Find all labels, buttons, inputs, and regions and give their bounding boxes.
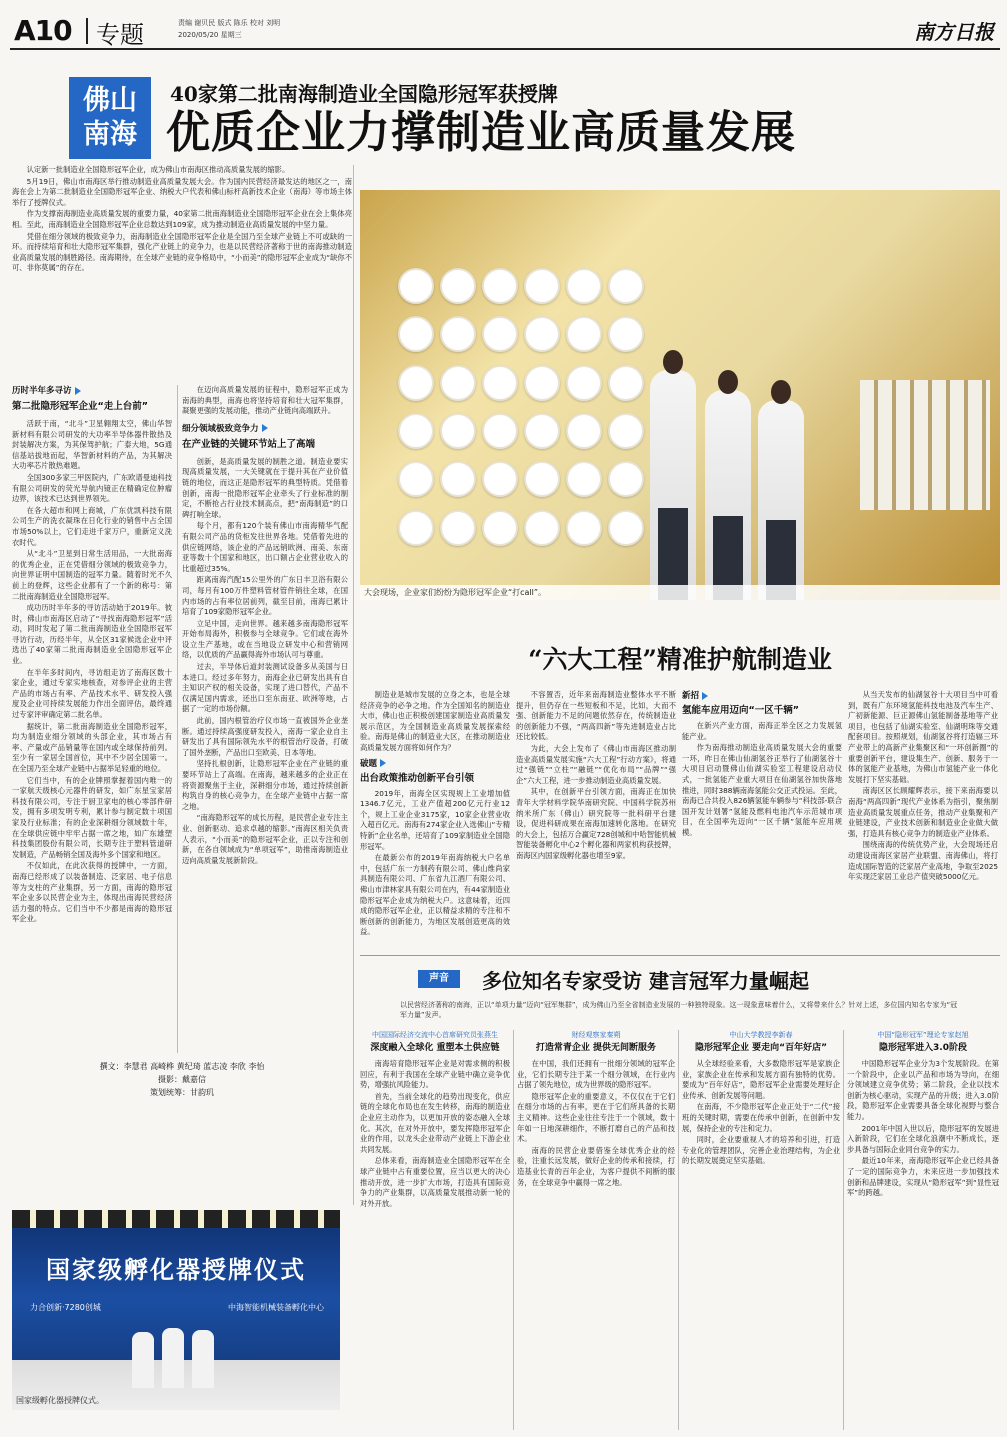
company-logo [524,413,560,449]
company-logo [524,461,560,497]
person-figure [192,1330,214,1388]
exhibition-panels [860,380,990,510]
body-paragraph: 为此，大会上发布了《佛山市南海区推动制造业高质量发展实施“六大工程”行动方案》，将通过“强链”“立柱”“融链”“优化布局”“品牌”“强企”六大工程，进一步推动制造业高质量发展。 [516,743,676,785]
body-paragraph: 总体来看，南海制造业全国隐形冠军在全球产业链中占有重要位置，应当以更大的决心推动开放，进一步扩大市场，打造具有国际竞争力的产业集群，以高质量发展推动新一轮的对外开放。 [360,1156,510,1208]
section-a-body [12,419,172,925]
section-d-intro: 以民营经济著称的南海，正以“单项力量”迈向“冠军集群”，成为佛山乃至全省制造业发展的一种独特现象。这一现象意味着什么，又将带来什么？针对上述，多位国内知名专家为“冠军力量”发声。 [400,1001,958,1019]
arrow-icon [262,424,268,432]
section-c-title: “六大工程”精准护航制造业 [528,645,832,674]
body-paragraph: 坚持扎根创新，让隐形冠军企业在产业链的重要环节站上了高端。在南海，越来越多的企业正在将资源聚焦于主业，深耕细分市场，通过持续创新构筑自身的核心竞争力，在全球产业链中占据一席之地。 [182,759,348,811]
expert-title: 隐形冠军进入3.0阶段 [879,1043,967,1053]
sub1-title: 出台政策推动创新平台引领 [360,772,475,784]
expert-tag: 财经观察家秦朔 [571,1031,621,1039]
section-a [12,385,172,1053]
body-paragraph: 在新兴产业方面，南海正举全区之力发展氢能产业。 [682,721,842,741]
date-line: 2020/05/20 星期三 [178,31,242,39]
body-paragraph: 最近10年来，南海隐形冠军企业已经具备了一定的国际竞争力，未来应进一步加强技术创新和品牌建设，实现从“隐形冠军”到“显性冠军”的跨越。 [847,1156,999,1198]
credits-editor: 策划统筹：甘韵玑 [150,1088,214,1097]
main-photo [360,190,1000,600]
expert-body [517,1059,675,1188]
body-paragraph: “南海隐形冠军的成长历程，是民营企业专注主业、创新驱动、追求卓越的缩影。”南海区相关负责人表示，“小而美”的隐形冠军企业，正以专注和创新，在各自领域成为“单项冠军”，助推南海制造业迈向高质量发展新阶段。 [182,813,348,865]
credits-writers: 撰文：李慧君 高崎桦 黄纪琦 蓝志凌 李欣 李怡 [99,1062,265,1071]
expert-body [847,1059,999,1199]
body-paragraph: 南海的民营企业要借鉴全球优秀企业的经验，注重长远发展，做好企业的传承和接续，打造基业长青的百年企业，为客户提供不间断的服务，在全球竞争中赢得一席之地。 [517,1145,675,1187]
expert-body [682,1059,840,1167]
expert-column [682,1030,840,1430]
person-figure [132,1332,154,1388]
lead-paragraph: 凭借在细分领域的极致竞争力，南海制造业全国隐形冠军企业是全国乃至全球产业链上不可或缺的一环。而持续培育和壮大隐形冠军集群，强化产业链上的竞争力，也是以民营经济著称于世的南海推动制造业高质量发展的制胜路径。南海期待，在全球产业链的竞争格局中，“小而美”的隐形冠军企业成为“缺你不可、非你莫属”的存在。 [12,231,352,273]
body-paragraph: 制造业是城市发展的立身之本，也是全球经济竞争的必争之地。作为全国知名的制造业大市，佛山也正积极创建国家制造业高质量发展示范区，为全国制造业高质量发展探索经验。南海是佛山的制造业大区，在推动制造业高质量发展方面将如何作为？ [360,690,510,752]
section-b-title: 在产业链的关键环节站上了高端 [182,438,316,450]
body-paragraph: 在各大超市和网上商城，广东优凯科技有限公司生产的洗衣凝珠在日化行业的销售中占全国市场50%以上，它们走进千家万户，重新定义洗衣时代。 [12,505,172,547]
body-paragraph: 在中国，我们还拥有一批细分领域的冠军企业，它们长期专注于某一个细分领域，在行业内占据了领先地位，成为世界级的隐形冠军。 [517,1059,675,1090]
body-paragraph: 创新，是高质量发展的制胜之道。制造业要实现高质量发展，一大关键就在于提升其在产业价值链的地位，而这正是隐形冠军的典型特质。凭借着创新，南海一批隐形冠军企业牵头了行业标准的制定，不断抢占行业技术制高点，把“南海制造”的口碑打响全球。 [182,456,348,519]
body-paragraph: 隐形冠军企业的重要意义，不仅仅在于它们在细分市场的占有率，更在于它们所具备的长期主义精神。这些企业往往专注于一个领域，数十年如一日地深耕细作，不断打磨自己的产品和技术。 [517,1091,675,1144]
body-paragraph: 每个月，都有120个装有佛山市南海精华气配有限公司产品的货柜发往世界各地。凭借着先进的供应链网络，该企业的产品远销欧洲、南美、东南亚等数十个国家和地区，出口额占企业营业收入的比重超过35%。 [182,521,348,573]
company-logo [440,461,476,497]
expert-column [517,1030,675,1430]
body-paragraph: 不仅如此，在此次获得的授牌中，一方面，南海已经形成了以装备制造、泛家居、电子信息等为支柱的产业集群，另一方面，南海的隐形冠军企业多以民营企业为主，体现出南海民营经济活力强的特点。它们当中不少都是南海的隐形冠军企业。 [12,861,172,924]
section-a-kicker: 历时半年多寻访 [12,385,172,397]
sub2-title: 氢能车应用迈向“一区千辆” [682,705,799,716]
body-paragraph: 全国300多家三甲医院内，广东欧谱曼迪科技有限公司研发的荧光导航内镜正在精确定位肿瘤边界，该技术已达到世界领先。 [12,472,172,504]
company-logo [608,413,644,449]
section-a-title: 第二批隐形冠军企业“走上台前” [12,401,148,412]
lead-text [12,165,352,373]
section-b-kicker: 细分领域极致竞争力 [182,423,348,435]
company-logo [482,316,518,352]
person-figure [758,400,804,600]
newspaper-logo: 南方日报 [914,20,994,44]
bottom-photo [12,1210,340,1410]
company-logo [440,510,476,546]
company-logo [524,510,560,546]
expert-body [360,1059,510,1209]
company-logo [566,316,602,352]
section-c-column-1 [360,690,510,937]
credits-line: 责编 谢贝民 版式 陈乐 校对 刘明 [178,19,281,27]
sub1-kicker: 破题 [360,758,510,770]
lead-paragraph: 作为支撑南海制造业高质量发展的重要力量，40家第二批南海制造业全国隐形冠军企业在会上集体亮相。至此，南海制造业全国隐形冠军企业总数达到109家，成为推动制造业高质量发展的中坚力量。 [12,209,352,229]
banner-title: 国家级孵化器授牌仪式 [46,1255,306,1284]
company-logo [608,268,644,304]
body-paragraph: 活跃于南，“北斗”卫星翱翔太空，佛山华智新材料有限公司研发的大功率半导体器件散热及封装解决方案，为其保驾护航；广泰大地，5G通信基站拔地而起，华智新材料的产品，为其解决大功率芯片散热难题。 [12,419,172,471]
body-paragraph: 过去，半导体后道封装测试设备多从美国与日本进口。经过多年努力，南海企业已研发出具有自主知识产权的相关设备，实现了进口替代，产品不仅满足国内需求，还出口至东南亚、欧洲等地，占据了一定的市场份额。 [182,662,348,714]
headline-main: 优质企业力撑制造业高质量发展 [166,107,796,158]
company-logo [566,365,602,401]
body-paragraph: 其中，在创新平台引领方面，南海正在加快青年大学材料学院华南研究院、中国科学院苏州纳米所广东（佛山）研究院等一批科研平台建设，促进科研成果在南海加速转化落地。在研究的大会上，包括万合赢定728创城和中哈智能机械智能装备孵化中心2个孵化器和两家机构获授牌，南海区内国家级孵化器也增至9家。 [516,787,676,860]
expert-tag: 中山大学教授李新春 [729,1031,793,1039]
lead-paragraph: 认定新一批制造业全国隐形冠军企业，成为佛山市南海区推动高质量发展的缩影。 [26,165,290,174]
body-paragraph: 首先，当前全球化的趋势出现变化，供应链的全球化布局也在发生转移，南海的制造业企业应主动作为，以更加开放的姿态融入全球化。其次，在对外开放中，要发挥隐形冠军企业的作用，以龙头企业带动产业链上下游企业共同发展。 [360,1091,510,1154]
company-logo [398,413,434,449]
masthead [10,8,1000,50]
photo-caption: 大会现场，企业家们纷纷为隐形冠军企业“打call”。 [360,585,1000,600]
arrow-icon [380,759,386,767]
body-paragraph: 南海培育隐形冠军企业是对需求侧的积极回应，有利于我国在全球产业链中确立竞争优势，增强抗风险能力。 [360,1059,510,1090]
credits-photo: 摄影：戴嘉信 [158,1075,206,1084]
page-number: A10 [14,14,72,47]
body-paragraph: 它们当中，有的企业牌照掌握着国内唯一的一家航天级核心元器件的研发，如广东星宝家居科技有限公司，专注于厨卫家电的核心零部件研发，拥有多项发明专利，累计参与制定数十项国家及行业标准；有的企业深耕细分领域数十年，在全球供应链中牢牢占据一席之地，如广东雄塑科技集团股份有限公司，长期专注于塑料管道研发制造，产品畅销全国及海外多个国家和地区。 [12,775,172,859]
body-paragraph: 据统计，第二批南海制造业全国隐形冠军，均为制造业细分领域的头部企业，其市场占有率、产量或产品销量等在国内或全球保持前列。至少有一家居全国首位，其中不少居全国第一。在全国乃至全球产业链中占据举足轻重的地位。 [12,721,172,773]
page-divider [86,18,88,44]
person-figure [162,1328,184,1388]
banner-left-text: 力合创新·7280创城 [30,1303,101,1312]
section-b [182,385,348,1053]
company-logo [566,413,602,449]
body-paragraph: 同时，企业要重视人才的培养和引进，打造专业化的管理团队，完善企业治理结构，为企业的长期发展奠定坚实基础。 [682,1135,840,1166]
company-logo [566,510,602,546]
body-paragraph: 距离南海汽配15公里外的广东日丰卫浴有限公司，每月有100万件塑料管材管件销往全球，在国内市场的占有率位居前列，截至目前，南海已累计培育了109家隐形冠军企业。 [182,575,348,617]
company-logo [398,316,434,352]
company-logo [608,461,644,497]
voice-tag: 声音 [418,970,460,988]
lead-paragraph: 5月19日，佛山市南海区举行推动制造业高质量发展大会。作为国内民营经济最发达的地区之一，南海在会上为第二批制造业全国隐形冠军企业、纳税大户代表和佛山标杆高新技术企业（南海）等市场主体举行了授牌仪式。 [12,176,352,207]
company-logo [566,461,602,497]
section-b-intro [182,385,348,417]
company-logo [440,268,476,304]
logo-wall [390,260,690,560]
column-rule [353,165,354,1205]
arrow-icon [702,692,708,700]
column-rule [678,1030,679,1430]
body-paragraph: 立足中国，走向世界。越来越多南海隐形冠军开始布局海外，积极参与全球竞争。它们或在海外设立生产基地，或在当地设立研发中心和营销网络，以优质的产品赢得海外市场认可与尊重。 [182,618,348,660]
company-logo [608,510,644,546]
company-logo [482,268,518,304]
expert-tag: 中国国际经济交流中心首席研究员张燕生 [372,1031,498,1039]
body-paragraph: 不容置否，近年来南海制造业整体水平不断提升，但仍存在一些短板和不足，比如，大而不强、创新能力不足的问题依然存在，传统制造业的创新能力不强，“两高四新”等先进制造业占比还比较低。 [516,690,676,742]
expert-title: 深度融入全球化 重塑本土供应链 [370,1043,500,1053]
section-name: 专题 [96,21,144,49]
company-logo [398,365,434,401]
arrow-icon [75,387,81,395]
region-badge [69,77,151,159]
section-d-title: 多位知名专家受访 建言冠军力量崛起 [482,969,809,993]
expert-title: 打造常青企业 提供无间断服务 [535,1043,657,1053]
expert-column [847,1030,999,1430]
column-rule [177,385,178,1053]
body-paragraph: 围绕南海的传统优势产业，大会现场还启动建设南海区家居产业联盟、南海佛山，将打造成国际智造的泛家居产业高地，争取至2025年实现泛家居工业总产值突破5000亿元。 [848,840,998,882]
company-logo [524,365,560,401]
company-logo [608,365,644,401]
column-rule [843,1030,844,1430]
body-paragraph: 在南海，不少隐形冠军企业正处于“二代”接班的关键时期，需要在传承中创新，在创新中发展，保持企业的专注和定力。 [682,1102,840,1133]
expert-title: 隐形冠军企业 要走向“百年好店” [695,1043,827,1053]
company-logo [482,365,518,401]
company-logo [440,413,476,449]
body-paragraph: 作为南海推动制造业高质量发展大会的重要一环，昨日在佛山仙湖氢谷正举行了仙湖氢谷十大项目启动暨佛山仙湖实验室工程建设启动仪式，一批氢能产业重大项目在仙湖氢谷加快落地推进，同时388辆南海氢能公交正式投运。至此，南海已合共投入826辆氢能车辆参与“科技部-联合国开发计划署”氢能及燃料电池汽车示范城市项目，在全国率先迈向“一区千辆”氢能车应用规模。 [682,743,842,837]
badge-line-2: 南海 [83,119,137,150]
company-logo [482,461,518,497]
company-logo [524,316,560,352]
body-paragraph: 成功历时半年多的寻访活动始于2019年。彼时，佛山市南海区启动了“寻找南海隐形冠军”活动，同时发起了第二批南海制造业全国隐形冠军寻访行动，历经半年，从全区31家候选企业中评选出了40家第二批南海制造业全国隐形冠军企业。 [12,603,172,666]
company-logo [440,365,476,401]
body-paragraph: 在半年多时间内，寻访组走访了南海区数十家企业，通过专家实地核查，对参评企业的主营产品的市场占有率、产品技术水平、研发投入强度及企业可持续发展能力作出全面评估，最终通过专家评审确定第二批名单。 [12,667,172,720]
person-figure [705,390,751,600]
sub2-kicker: 新招 [682,690,842,702]
body-paragraph: 从全球经验来看，大多数隐形冠军是家族企业，家族企业在传承和发展方面有独特的优势。要成为“百年好店”，隐形冠军企业需要处理好企业传承、创新发展等问题。 [682,1059,840,1100]
body-paragraph: 南海区区长顾耀辉表示，接下来南海要以南海“两高四新”现代产业体系为指引，聚焦制造业高质量发展重点任务，推动产业集聚和产业链建设，产业技术创新和制造业企业做大做强，打造具有核心竞争力的制造业产业体系。 [848,786,998,838]
body-paragraph: 在迈向高质量发展的征程中，隐形冠军正成为南海的典型，南海也将坚持培育和壮大冠军集群，凝聚更强的发展动能，推动产业链向高端跃升。 [182,385,348,416]
company-logo [398,268,434,304]
section-b-body [182,457,348,867]
body-paragraph: 2019年，南海全区实现规上工业增加值1346.7亿元，工业产值超200亿元行业12个，规上工业企业3175家，10家企业营业收入超百亿元。南海有274家企业入选佛山“专精特新”企业名单，还培育了109家制造业全国隐形冠军。 [360,788,510,851]
body-paragraph: 此前，国内根管治疗仪市场一直被国外企业垄断。通过持续高强度研发投入，南海一家企业自主研发出了具有国际领先水平的根管治疗设备，打破了国外垄断，产品出口至欧美、日本等地。 [182,716,348,757]
body-paragraph: 从当天发布的仙湖氢谷十大项目当中可看到，既有广东环境氢能科技电池及汽车生产、广初新能源、巨正源佛山氢能制备基地等产业项目，也包括了仙湖实验室、仙湖明珠等交通配套项目。按照规划，仙湖氢谷将打造辐三环产业带上的高新产业集聚区和“一环创新圈”的重要创新平台，建设集生产、创新、服务于一体的氢能产业基地，为佛山市氢能产业一体化发展打下坚实基础。 [848,690,998,784]
headline-kicker: 40家第二批南海制造业全国隐形冠军获授牌 [170,82,558,106]
photo-caption: 国家级孵化器授牌仪式。 [16,1396,104,1405]
body-paragraph: 中国隐形冠军企业分为3个发展阶段。在第一个阶段中，企业以产品和市场为导向，在细分领域建立竞争优势；第二阶段，企业以技术创新为核心驱动，实现产品的升级；进入3.0阶段，隐形冠军企业需要具备全球化视野与整合能力。 [847,1059,999,1121]
company-logo [398,510,434,546]
person-figure [650,370,696,600]
byline-credits [12,1060,352,1110]
company-logo [566,268,602,304]
section-c-column-2 [516,690,676,915]
column-rule [513,1030,514,1430]
company-logo [440,316,476,352]
body-paragraph: 从“北斗”卫星到日常生活用品，一大批南海的优秀企业，正在凭借细分领域的极致竞争力，向世界证明中国制造的冠军力量。随着时光不久前上的登辉，这些企业都有了一个新的称号：第二批南海制造业全国隐形冠军。 [12,549,172,601]
body-paragraph: 在最新公布的2019年南海纳税大户名单中，包括广东一方制药有限公司、佛山维尚家具制造有限公司、广东省九江酒厂有限公司、佛山市津林家具有限公司在内，有44家制造业隐形冠军企业成为纳税大户。这意味着，近四成的隐形冠军企业，正以精益求精的专注和不断创新的创新能力，为地区发展创造更高的效益。 [360,853,510,937]
company-logo [482,413,518,449]
expert-tag: 中国“隐形冠军”理论专家赵旭 [877,1031,969,1039]
expert-column [360,1030,510,1430]
section-c-column-3 [682,690,842,915]
section-d-header [360,955,1000,995]
body-paragraph: 2001年中国入世以后，隐形冠军的发展进入新阶段，它们在全球化浪潮中不断成长，逐步具备与国际企业同台竞争的实力。 [847,1123,999,1154]
stage-lights [12,1210,340,1228]
company-logo [608,316,644,352]
badge-line-1: 佛山 [83,85,137,116]
company-logo [398,461,434,497]
company-logo [482,510,518,546]
company-logo [524,268,560,304]
section-c-column-4 [848,690,998,915]
banner-right-text: 中海智能机械装备孵化中心 [228,1303,324,1312]
